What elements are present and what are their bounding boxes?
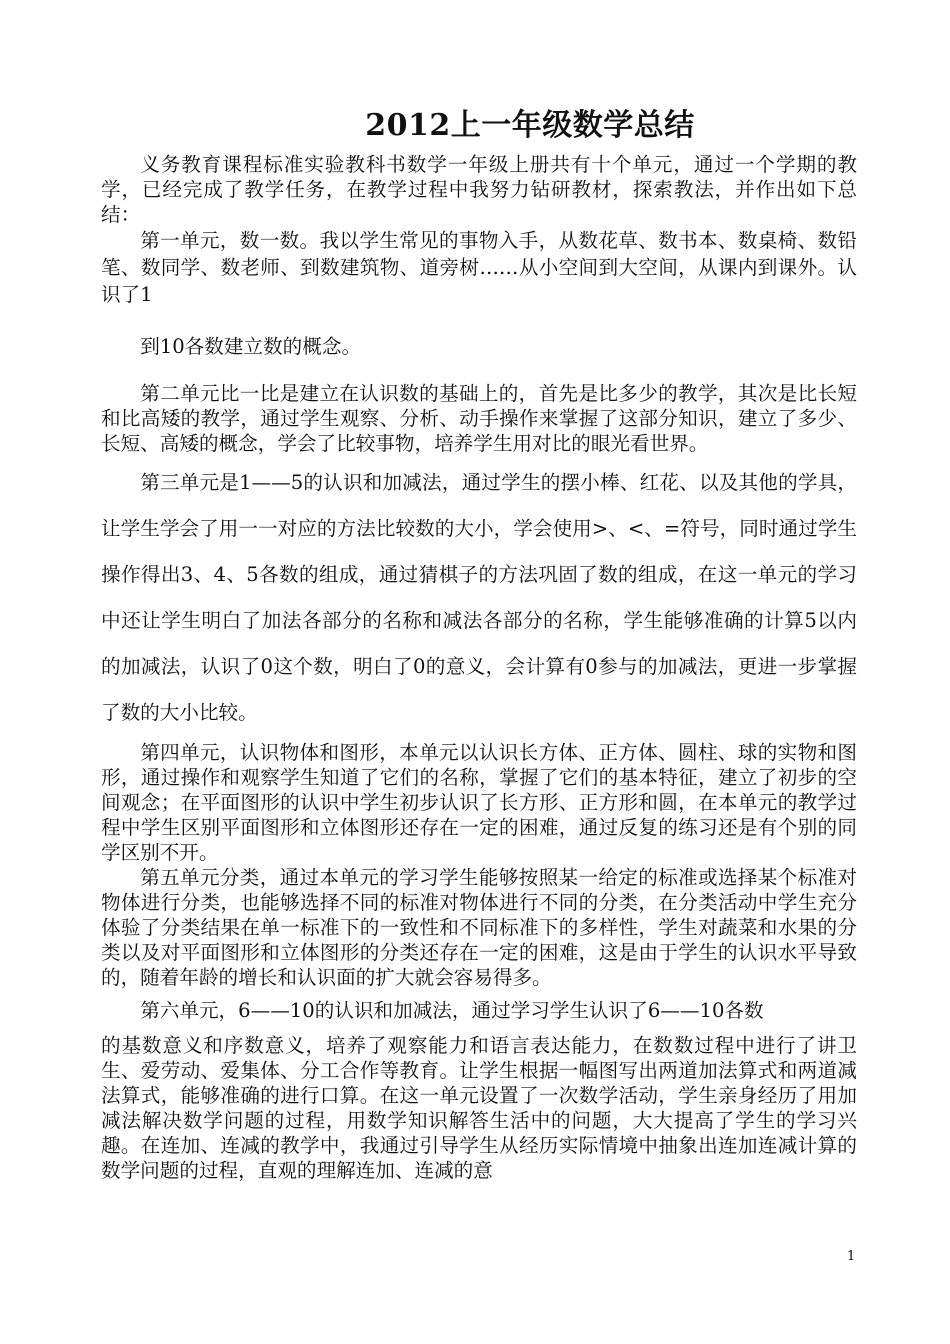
paragraph-unit-1: 第一单元，数一数。我以学生常见的事物入手，从数花草、数书本、数桌椅、数铅笔、数同学、数老师、到数建筑物、道旁树……从小空间到大空间，从课内到课外。认识了1 [101, 229, 857, 306]
document-title: 2012上一年级数学总结 [365, 108, 695, 143]
paragraph-unit-6-continued: 的基数意义和序数意义，培养了观察能力和语言表达能力，在数数过程中进行了讲卫生、爱劳动、爱集体、分工合作等教育。让学生根据一幅图写出两道加法算式和两道减法算式，能够准确的进行口算。在这一单元设置了一次数学活动，学生亲身经历了用加减法解决数学问题的过程，用数学知识解答生活中的问题，大大提高了学生的学习兴趣。在连加、连减的教学中，我通过引导学生从经历实际情境中抽象出连加连减计算的数学问题的过程，直观的理解连加、连减的意 [101, 1034, 857, 1182]
document-body [101, 152, 857, 1183]
paragraph-unit-3: 第三单元是1——5的认识和加减法，通过学生的摆小棒、红花、以及其他的学具，让学生学会了用一一对应的方法比较数的大小，学会使用>、<、=符号，同时通过学生操作得出3、4、5各数的组成，通过猜棋子的方法巩固了数的组成，在这一单元的学习中还让学生明白了加法各部分的名称和减法各部分的名称，学生能够准确的计算5以内的加减法，认识了0这个数，明白了0的意义，会计算有0参与的加减法，更进一步掌握了数的大小比较。 [101, 471, 857, 724]
paragraph-unit-5: 第五单元分类，通过本单元的学习学生能够按照某一给定的标准或选择某个标准对物体进行分类，也能够选择不同的标准对物体进行不同的分类，在分类活动中学生充分体验了分类结果在单一标准下的一致性和不同标准下的多样性，学生对蔬菜和水果的分类以及对平面图形和立体图形的分类还存在一定的困难，这是由于学生的认识水平导致的，随着年龄的增长和认识面的扩大就会容易得多。 [101, 866, 857, 989]
paragraph-unit-6: 第六单元，6——10的认识和加减法，通过学习学生认识了6——10各数 [140, 999, 764, 1022]
page-number: 1 [847, 1249, 856, 1264]
paragraph-unit-2: 第二单元比一比是建立在认识数的基础上的，首先是比多少的教学，其次是比长短和比高矮的教学，通过学生观察、分析、动手操作来掌握了这部分知识，建立了多少、长短、高矮的概念，学会了比较事物，培养学生用对比的眼光看世界。 [101, 382, 857, 455]
paragraph-intro: 义务教育课程标准实验教科书数学一年级上册共有十个单元，通过一个学期的教学，已经完成了教学任务，在教学过程中我努力钻研教材，探索教法，并作出如下总结： [101, 153, 857, 226]
paragraph-unit-4: 第四单元，认识物体和图形，本单元以认识长方体、正方体、圆柱、球的实物和图形，通过操作和观察学生知道了它们的名称，掌握了它们的基本特征，建立了初步的空间观念；在平面图形的认识中学生初步认识了长方形、正方形和圆，在本单元的教学过程中学生区别平面图形和立体图形还存在一定的困难，通过反复的练习还是有个别的同学区别不开。 [101, 741, 857, 864]
paragraph-unit-1-continued: 到10各数建立数的概念。 [140, 335, 362, 358]
